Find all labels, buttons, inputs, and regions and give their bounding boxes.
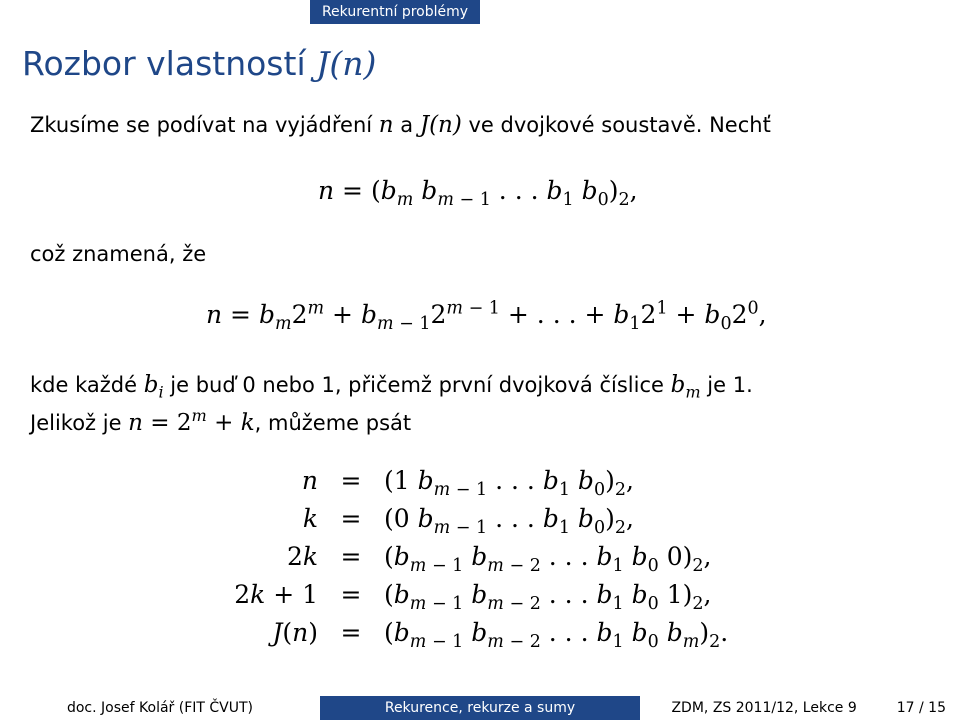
paragraph-meaning [30, 242, 206, 266]
equation-row-2k1: 2k + 1 = ($b_{m - 1}$ $b_{m - 2}$ . . . $b_1$ $b_0$ $1)_2$, [234, 580, 712, 615]
page-number: 17 / 15 [896, 700, 946, 716]
equation-expansion: $n = b_m2^m + b_{m - 1}2^{m - 1}$ + . . . + $b_12^1 + b_02^0$, [206, 298, 767, 335]
slide-title [22, 44, 376, 83]
section-label: Rekurentní problémy [321, 4, 469, 20]
since-text-a: Jelikož je [30, 411, 129, 435]
footer-author [0, 696, 320, 720]
intro-text-b: a [393, 113, 420, 137]
equation-binary: $n = (b_m$ $b_{m - 1}$ . . . $b_1$ $b_0)_2$, [318, 176, 638, 211]
paragraph-intro [30, 112, 771, 138]
intro-var-n: n [378, 112, 394, 138]
equation-row-2k: 2k = ($b_{m - 1}$ $b_{m - 2}$ . . . $b_1$ $b_0$ $0)_2$, [286, 542, 712, 577]
footer-course[interactable] [320, 696, 640, 720]
course-label: Rekurence, rekurze a sumy [384, 700, 576, 716]
footer-bar [0, 696, 960, 720]
since-text-b: , můžeme psát [254, 411, 412, 435]
equation-row-n: n = (1 $b_{m - 1}$ . . . $b_1$ $b_0)_2$, [301, 466, 634, 501]
title-math: J(n) [316, 44, 377, 83]
intro-text-c: ve dvojkové soustavě. Nechť [461, 113, 771, 137]
equation-row-k: k = (0 $b_{m - 1}$ . . . $b_1$ $b_0)_2$, [302, 504, 634, 539]
section-tab[interactable] [310, 0, 480, 24]
digits-text-c: je 1. [700, 373, 753, 397]
paragraph-digits [30, 372, 753, 402]
intro-var-j: J(n) [419, 112, 462, 138]
footer-info [640, 696, 960, 720]
equation-row-jn: J(n) = ($b_{m - 1}$ $b_{m - 2}$ . . . $b_1$ $b_0$ $b_m)_2$. [272, 618, 729, 653]
author-label: doc. Josef Kolář (FIT ČVUT) [66, 700, 253, 716]
digits-var-bi: $b_i$ [143, 372, 164, 402]
title-text: Rozbor vlastností [22, 44, 317, 83]
term-label: ZDM, ZS 2011/12, Lekce 9 [671, 700, 857, 716]
digits-var-bm: $b_m$ [670, 372, 701, 402]
meaning-text: což znamená, že [30, 242, 207, 266]
aligned-equations [226, 466, 728, 656]
paragraph-since [30, 406, 412, 436]
digits-text-a: kde každé [30, 373, 144, 397]
intro-text-a: Zkusíme se podívat na vyjádření [30, 113, 379, 137]
since-formula: $n = 2^m + k$ [128, 406, 255, 436]
digits-text-b: je buď 0 nebo 1, přičemž první dvojková číslice [163, 373, 671, 397]
